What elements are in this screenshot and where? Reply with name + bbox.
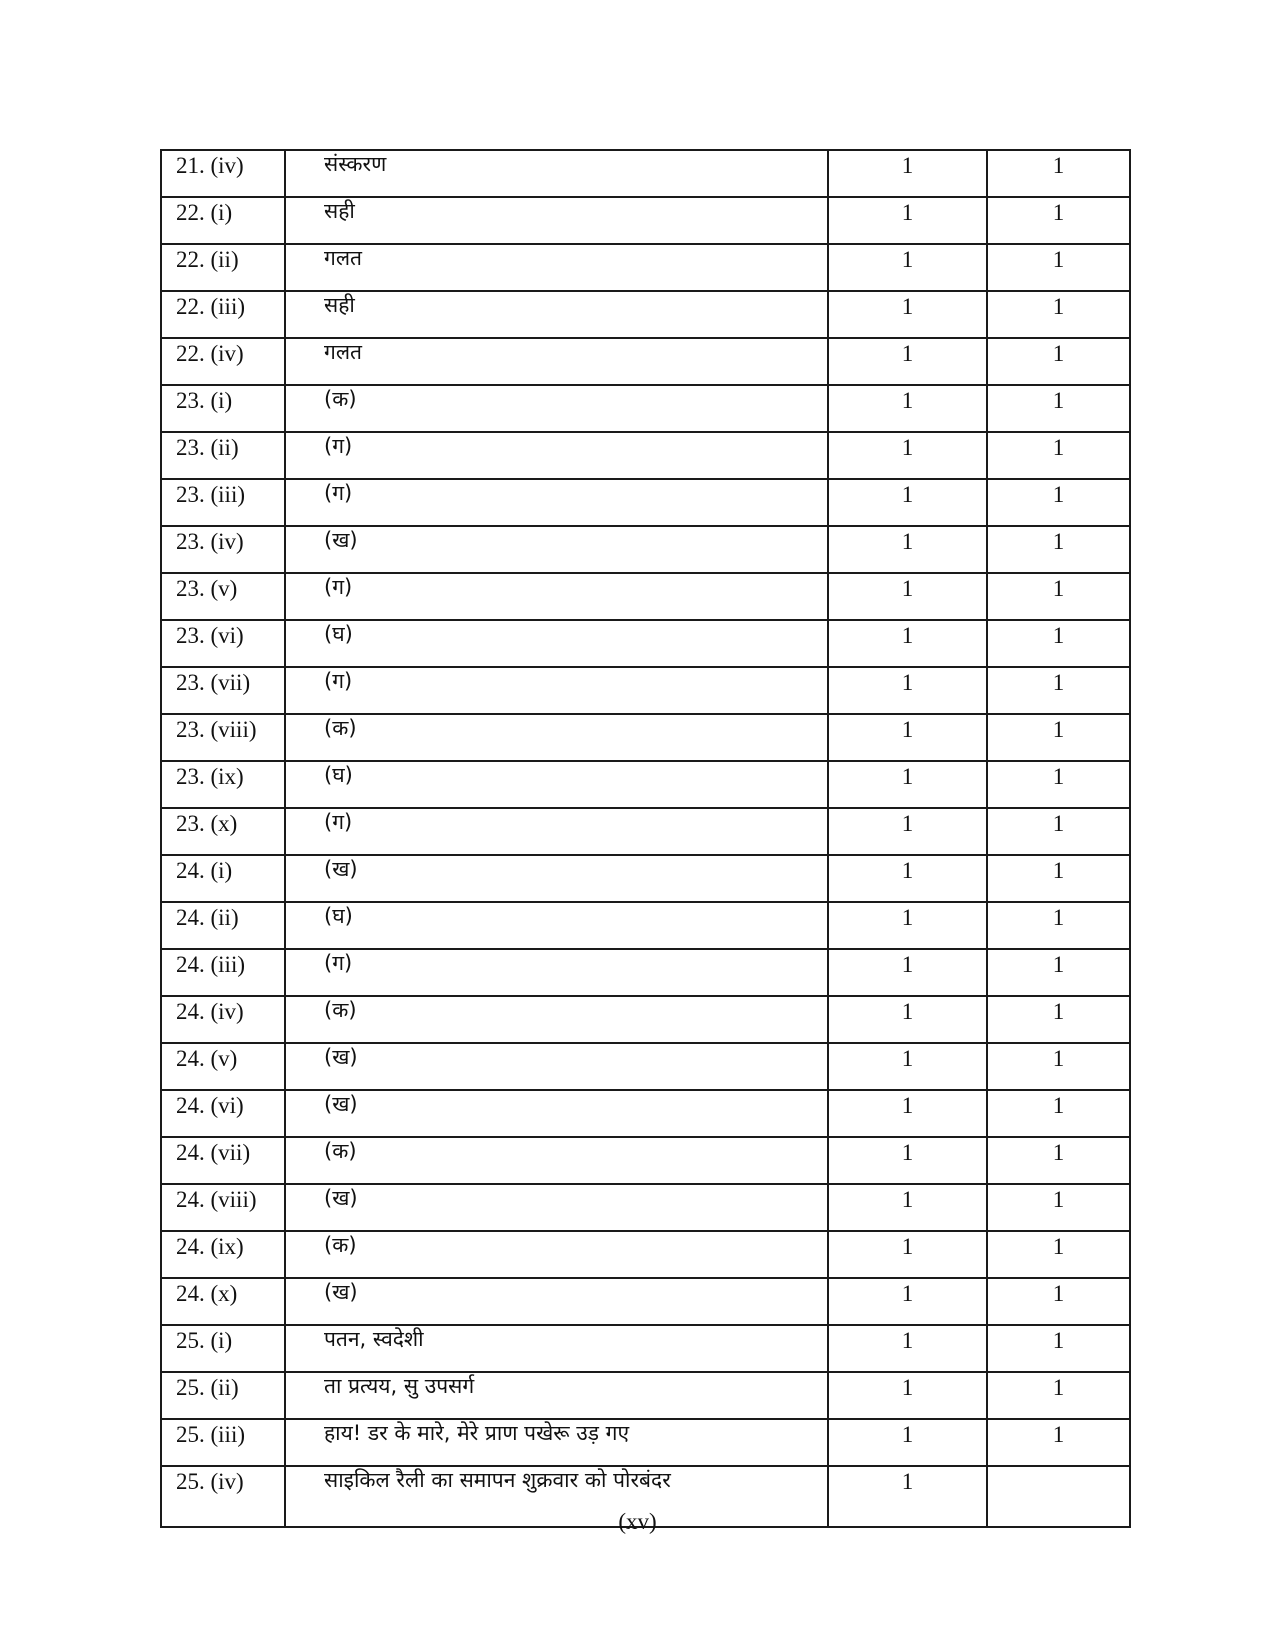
table-row (161, 150, 1130, 197)
table-row (161, 855, 1130, 902)
marks-cell: 1 (828, 620, 987, 667)
answer-key-table (160, 149, 1131, 1528)
total-marks-cell: 1 (987, 1325, 1130, 1372)
question-number-cell: 24. (ii) (161, 902, 285, 949)
table-row (161, 1184, 1130, 1231)
answer-cell: (ग) (285, 432, 828, 479)
table-row (161, 808, 1130, 855)
table-row (161, 291, 1130, 338)
answer-cell: संस्करण (285, 150, 828, 197)
table-row (161, 761, 1130, 808)
question-number-cell: 24. (vi) (161, 1090, 285, 1137)
total-marks-cell: 1 (987, 432, 1130, 479)
total-marks-cell: 1 (987, 385, 1130, 432)
answer-cell: (ग) (285, 573, 828, 620)
marks-cell: 1 (828, 667, 987, 714)
answer-cell: सही (285, 291, 828, 338)
marks-cell: 1 (828, 432, 987, 479)
table-row (161, 620, 1130, 667)
table-row (161, 714, 1130, 761)
answer-cell: (ख) (285, 1090, 828, 1137)
total-marks-cell: 1 (987, 808, 1130, 855)
marks-cell: 1 (828, 1137, 987, 1184)
answer-cell: गलत (285, 338, 828, 385)
answer-cell: (घ) (285, 761, 828, 808)
answer-cell: (ग) (285, 808, 828, 855)
table-row (161, 526, 1130, 573)
marks-cell: 1 (828, 1090, 987, 1137)
answer-cell: (क) (285, 714, 828, 761)
marks-cell: 1 (828, 1278, 987, 1325)
total-marks-cell: 1 (987, 479, 1130, 526)
answer-key-body (161, 150, 1130, 1527)
marks-cell: 1 (828, 150, 987, 197)
total-marks-cell: 1 (987, 150, 1130, 197)
answer-cell: (क) (285, 996, 828, 1043)
marks-cell: 1 (828, 1419, 987, 1466)
question-number-cell: 23. (v) (161, 573, 285, 620)
question-number-cell: 22. (i) (161, 197, 285, 244)
question-number-cell: 23. (ii) (161, 432, 285, 479)
question-number-cell: 24. (x) (161, 1278, 285, 1325)
table-row (161, 949, 1130, 996)
table-row (161, 1325, 1130, 1372)
answer-cell: (क) (285, 385, 828, 432)
table-row (161, 1231, 1130, 1278)
question-number-cell: 22. (iii) (161, 291, 285, 338)
marks-cell: 1 (828, 291, 987, 338)
question-number-cell: 23. (ix) (161, 761, 285, 808)
table-row (161, 1090, 1130, 1137)
answer-cell: गलत (285, 244, 828, 291)
answer-cell: ता प्रत्यय, सु उपसर्ग (285, 1372, 828, 1419)
question-number-cell: 25. (i) (161, 1325, 285, 1372)
question-number-cell: 23. (iii) (161, 479, 285, 526)
total-marks-cell: 1 (987, 902, 1130, 949)
answer-cell: (ख) (285, 1184, 828, 1231)
total-marks-cell: 1 (987, 338, 1130, 385)
total-marks-cell: 1 (987, 620, 1130, 667)
total-marks-cell: 1 (987, 573, 1130, 620)
question-number-cell: 25. (ii) (161, 1372, 285, 1419)
answer-cell: पतन, स्वदेशी (285, 1325, 828, 1372)
answer-cell: (ख) (285, 1278, 828, 1325)
question-number-cell: 23. (viii) (161, 714, 285, 761)
table-row (161, 996, 1130, 1043)
question-number-cell: 24. (iv) (161, 996, 285, 1043)
marks-cell: 1 (828, 385, 987, 432)
answer-cell: (ग) (285, 667, 828, 714)
question-number-cell: 23. (i) (161, 385, 285, 432)
question-number-cell: 23. (x) (161, 808, 285, 855)
total-marks-cell: 1 (987, 291, 1130, 338)
answer-cell: (घ) (285, 620, 828, 667)
total-marks-cell: 1 (987, 1043, 1130, 1090)
marks-cell: 1 (828, 1184, 987, 1231)
marks-cell: 1 (828, 714, 987, 761)
table-row (161, 1278, 1130, 1325)
total-marks-cell: 1 (987, 526, 1130, 573)
table-row (161, 244, 1130, 291)
table-row (161, 667, 1130, 714)
question-number-cell: 23. (vii) (161, 667, 285, 714)
total-marks-cell: 1 (987, 1419, 1130, 1466)
marks-cell: 1 (828, 808, 987, 855)
total-marks-cell: 1 (987, 1090, 1130, 1137)
question-number-cell: 23. (iv) (161, 526, 285, 573)
table-row (161, 197, 1130, 244)
marks-cell: 1 (828, 1043, 987, 1090)
question-number-cell: 23. (vi) (161, 620, 285, 667)
table-row (161, 1419, 1130, 1466)
total-marks-cell: 1 (987, 1137, 1130, 1184)
answer-cell: (ख) (285, 1043, 828, 1090)
question-number-cell: 22. (iv) (161, 338, 285, 385)
total-marks-cell: 1 (987, 855, 1130, 902)
marks-cell: 1 (828, 996, 987, 1043)
total-marks-cell: 1 (987, 1372, 1130, 1419)
marks-cell: 1 (828, 855, 987, 902)
question-number-cell: 24. (iii) (161, 949, 285, 996)
total-marks-cell: 1 (987, 1231, 1130, 1278)
answer-cell: साइकिल रैली का समापन शुक्रवार को पोरबंदर (285, 1466, 828, 1527)
answer-cell: सही (285, 197, 828, 244)
total-marks-cell: 1 (987, 761, 1130, 808)
table-row (161, 338, 1130, 385)
answer-cell: (ग) (285, 479, 828, 526)
answer-cell: (ख) (285, 855, 828, 902)
table-row (161, 385, 1130, 432)
marks-cell: 1 (828, 244, 987, 291)
marks-cell: 1 (828, 761, 987, 808)
question-number-cell: 24. (ix) (161, 1231, 285, 1278)
marks-cell: 1 (828, 526, 987, 573)
marks-cell: 1 (828, 1325, 987, 1372)
total-marks-cell: 1 (987, 949, 1130, 996)
table-row (161, 902, 1130, 949)
total-marks-cell: 1 (987, 1278, 1130, 1325)
total-marks-cell: 1 (987, 714, 1130, 761)
answer-cell: (घ) (285, 902, 828, 949)
marks-cell: 1 (828, 573, 987, 620)
table-row (161, 479, 1130, 526)
answer-cell: (ग) (285, 949, 828, 996)
question-number-cell: 21. (iv) (161, 150, 285, 197)
table-row (161, 432, 1130, 479)
question-number-cell: 22. (ii) (161, 244, 285, 291)
table-row (161, 573, 1130, 620)
answer-cell: (क) (285, 1231, 828, 1278)
question-number-cell: 24. (vii) (161, 1137, 285, 1184)
total-marks-cell: 1 (987, 244, 1130, 291)
question-number-cell: 24. (i) (161, 855, 285, 902)
marks-cell: 1 (828, 1466, 987, 1527)
answer-cell: हाय! डर के मारे, मेरे प्राण पखेरू उड़ गए (285, 1419, 828, 1466)
question-number-cell: 24. (v) (161, 1043, 285, 1090)
total-marks-cell: 1 (987, 996, 1130, 1043)
table-row (161, 1372, 1130, 1419)
marks-cell: 1 (828, 1372, 987, 1419)
total-marks-cell: 1 (987, 197, 1130, 244)
table-row (161, 1137, 1130, 1184)
page-number: (xv) (618, 1509, 657, 1534)
marks-cell: 1 (828, 902, 987, 949)
question-number-cell: 25. (iv) (161, 1466, 285, 1527)
answer-cell: (क) (285, 1137, 828, 1184)
marks-cell: 1 (828, 338, 987, 385)
table-row (161, 1043, 1130, 1090)
question-number-cell: 25. (iii) (161, 1419, 285, 1466)
marks-cell: 1 (828, 949, 987, 996)
answer-cell: (ख) (285, 526, 828, 573)
total-marks-cell: 1 (987, 667, 1130, 714)
question-number-cell: 24. (viii) (161, 1184, 285, 1231)
marks-cell: 1 (828, 1231, 987, 1278)
marks-cell: 1 (828, 479, 987, 526)
total-marks-cell: 1 (987, 1184, 1130, 1231)
marks-cell: 1 (828, 197, 987, 244)
